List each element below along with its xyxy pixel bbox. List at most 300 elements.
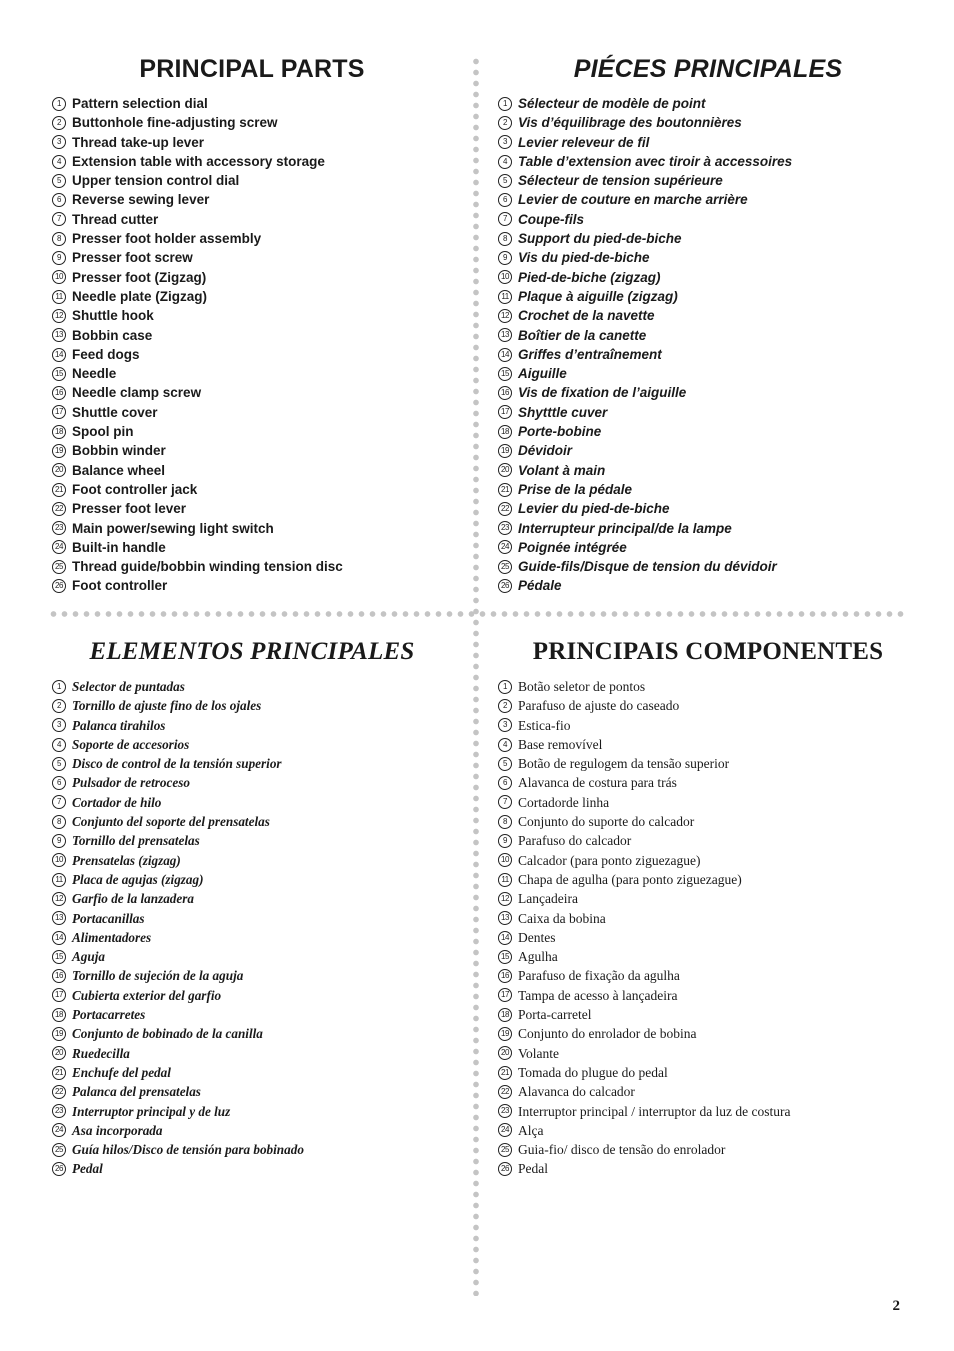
circled-number-icon: 22 xyxy=(52,502,66,516)
part-label: Foot controller xyxy=(72,578,168,594)
list-item xyxy=(52,1044,452,1063)
circled-number-icon: 6 xyxy=(498,776,512,790)
part-label: Feed dogs xyxy=(72,346,140,362)
circled-number-icon: 7 xyxy=(52,212,66,226)
part-label: Porta-carretel xyxy=(518,1007,592,1023)
part-label: Bobbin case xyxy=(72,327,153,343)
list-item xyxy=(52,1005,452,1024)
part-label: Bobbin winder xyxy=(72,443,166,459)
part-label: Reverse sewing lever xyxy=(72,192,210,208)
section-title: PIÉCES PRINCIPALES xyxy=(573,55,843,83)
part-label: Conjunto de bobinado de la canilla xyxy=(72,1026,263,1042)
list-item xyxy=(52,812,452,831)
circled-number-icon: 9 xyxy=(498,834,512,848)
part-label: Cortador de hilo xyxy=(72,794,162,810)
parts-list xyxy=(498,94,918,596)
circled-number-icon: 20 xyxy=(498,1046,512,1060)
circled-number-icon: 1 xyxy=(498,97,512,111)
list-item xyxy=(52,1024,452,1043)
list-item xyxy=(52,461,452,480)
circled-number-icon: 1 xyxy=(52,97,66,111)
circled-number-icon: 15 xyxy=(498,367,512,381)
circled-number-icon: 23 xyxy=(498,1104,512,1118)
circled-number-icon: 3 xyxy=(498,135,512,149)
circled-number-icon: 14 xyxy=(52,348,66,362)
circled-number-icon: 7 xyxy=(498,795,512,809)
part-label: Prensatelas (zigzag) xyxy=(72,852,181,868)
part-label: Botão seletor de pontos xyxy=(518,679,646,694)
part-label: Tomada do plugue do pedal xyxy=(518,1064,668,1080)
list-item xyxy=(52,345,452,364)
circled-number-icon: 10 xyxy=(498,270,512,284)
list-item xyxy=(52,1102,452,1121)
part-label: Buttonhole fine-adjusting screw xyxy=(72,115,278,131)
list-item xyxy=(52,422,452,441)
circled-number-icon: 5 xyxy=(52,757,66,771)
list-item xyxy=(52,248,452,267)
part-label: Balance wheel xyxy=(72,462,166,478)
part-label: Support du pied-de-biche xyxy=(518,231,682,247)
part-label: Conjunto del soporte del prensatelas xyxy=(72,814,270,830)
part-label: Placa de agujas (zigzag) xyxy=(72,871,204,887)
part-label: Guide-fils/Disque de tension du dévidoir xyxy=(518,559,777,575)
part-label: Conjunto do suporte do calcador xyxy=(518,814,695,830)
list-item xyxy=(52,754,452,773)
part-label: Parafuso do calcador xyxy=(518,833,632,849)
part-label: Selector de puntadas xyxy=(72,679,185,694)
circled-number-icon: 8 xyxy=(498,815,512,829)
part-label: Pedal xyxy=(518,1161,548,1177)
circled-number-icon: 19 xyxy=(498,1027,512,1041)
list-item xyxy=(498,94,918,113)
list-item xyxy=(498,716,918,735)
list-item xyxy=(498,326,918,345)
circled-number-icon: 11 xyxy=(52,290,66,304)
circled-number-icon: 13 xyxy=(52,911,66,925)
circled-number-icon: 4 xyxy=(52,738,66,752)
list-item xyxy=(52,831,452,850)
circled-number-icon: 19 xyxy=(52,444,66,458)
list-item xyxy=(52,716,452,735)
principal-parts-french xyxy=(498,54,918,596)
circled-number-icon: 26 xyxy=(498,579,512,593)
list-item xyxy=(52,889,452,908)
circled-number-icon: 9 xyxy=(498,251,512,265)
list-item xyxy=(498,152,918,171)
part-label: Needle xyxy=(72,366,117,382)
circled-number-icon: 18 xyxy=(52,1008,66,1022)
circled-number-icon: 21 xyxy=(52,483,66,497)
circled-number-icon: 1 xyxy=(498,680,512,694)
circled-number-icon: 8 xyxy=(52,815,66,829)
circled-number-icon: 2 xyxy=(52,116,66,130)
part-label: Chapa de agulha (para ponto ziguezague) xyxy=(518,871,742,887)
circled-number-icon: 21 xyxy=(498,483,512,497)
part-label: Alavanca do calcador xyxy=(518,1084,635,1100)
part-label: Parafuso de fixação da agulha xyxy=(518,968,680,984)
list-item xyxy=(52,1140,452,1159)
part-label: Conjunto do enrolador de bobina xyxy=(518,1026,697,1042)
part-label: Thread cutter xyxy=(72,211,159,227)
list-item xyxy=(498,889,918,908)
circled-number-icon: 17 xyxy=(52,405,66,419)
part-label: Levier releveur de fil xyxy=(518,134,650,150)
list-item xyxy=(52,1063,452,1082)
part-label: Upper tension control dial xyxy=(72,173,240,189)
list-item xyxy=(52,229,452,248)
part-label: Interruptor principal / interruptor da luz de costura xyxy=(518,1103,791,1119)
circled-number-icon: 14 xyxy=(52,931,66,945)
circled-number-icon: 24 xyxy=(498,540,512,554)
part-label: Pedal xyxy=(72,1161,103,1177)
part-label: Alavanca de costura para trás xyxy=(518,775,677,791)
list-item xyxy=(498,928,918,947)
part-label: Vis du pied-de-biche xyxy=(518,250,650,266)
part-label: Tornillo de sujeción de la aguja xyxy=(72,968,244,984)
part-label: Aguja xyxy=(72,949,105,965)
part-label: Base removível xyxy=(518,736,603,752)
list-item xyxy=(52,909,452,928)
list-item xyxy=(52,851,452,870)
list-item xyxy=(498,403,918,422)
list-item xyxy=(498,870,918,889)
list-item xyxy=(498,947,918,966)
list-item xyxy=(498,345,918,364)
circled-number-icon: 20 xyxy=(52,463,66,477)
part-label: Disco de control de la tensión superior xyxy=(72,756,282,772)
list-item xyxy=(52,133,452,152)
part-label: Caixa da bobina xyxy=(518,910,606,926)
circled-number-icon: 22 xyxy=(52,1085,66,1099)
circled-number-icon: 3 xyxy=(52,718,66,732)
circled-number-icon: 10 xyxy=(498,853,512,867)
part-label: Asa incorporada xyxy=(72,1122,163,1138)
principal-parts-spanish xyxy=(52,637,452,1179)
list-item xyxy=(52,403,452,422)
part-label: Pattern selection dial xyxy=(72,96,208,111)
principal-parts-portuguese xyxy=(498,637,918,1179)
list-item xyxy=(52,773,452,792)
list-item xyxy=(52,1082,452,1101)
circled-number-icon: 2 xyxy=(52,699,66,713)
circled-number-icon: 12 xyxy=(52,309,66,323)
part-label: Crochet de la navette xyxy=(518,308,655,324)
part-label: Table d’extension avec tiroir à accessoires xyxy=(518,153,793,169)
part-label: Aiguille xyxy=(518,366,567,382)
part-label: Pied-de-biche (zigzag) xyxy=(518,269,661,285)
part-label: Dévidoir xyxy=(518,443,573,459)
list-item xyxy=(498,986,918,1005)
list-item xyxy=(52,928,452,947)
circled-number-icon: 21 xyxy=(52,1066,66,1080)
list-item xyxy=(52,113,452,132)
list-item xyxy=(498,1005,918,1024)
list-item xyxy=(498,773,918,792)
list-item xyxy=(52,268,452,287)
list-item xyxy=(498,909,918,928)
circled-number-icon: 3 xyxy=(498,718,512,732)
part-label: Ruedecilla xyxy=(72,1045,130,1061)
circled-number-icon: 26 xyxy=(52,1162,66,1176)
part-label: Lançadeira xyxy=(518,891,578,907)
list-item xyxy=(52,986,452,1005)
list-item xyxy=(498,851,918,870)
circled-number-icon: 16 xyxy=(498,386,512,400)
list-item xyxy=(498,1024,918,1043)
part-label: Porte-bobine xyxy=(518,424,602,440)
part-label: Levier du pied-de-biche xyxy=(518,501,670,517)
circled-number-icon: 19 xyxy=(52,1027,66,1041)
list-item xyxy=(52,306,452,325)
list-item xyxy=(52,947,452,966)
circled-number-icon: 24 xyxy=(498,1123,512,1137)
part-label: Thread take-up lever xyxy=(72,134,205,150)
circled-number-icon: 25 xyxy=(52,560,66,574)
part-label: Cubierta exterior del garfio xyxy=(72,987,222,1003)
circled-number-icon: 3 xyxy=(52,135,66,149)
list-item xyxy=(498,422,918,441)
list-item xyxy=(498,248,918,267)
part-label: Sélecteur de tension supérieure xyxy=(518,173,723,189)
part-label: Presser foot screw xyxy=(72,250,193,266)
list-item xyxy=(498,538,918,557)
circled-number-icon: 23 xyxy=(52,1104,66,1118)
list-item xyxy=(52,190,452,209)
section-title: PRINCIPAIS COMPONENTES xyxy=(532,638,884,665)
list-item xyxy=(498,268,918,287)
circled-number-icon: 25 xyxy=(498,1143,512,1157)
part-label: Enchufe del pedal xyxy=(72,1064,171,1080)
circled-number-icon: 17 xyxy=(498,405,512,419)
part-label: Needle clamp screw xyxy=(72,385,202,401)
circled-number-icon: 15 xyxy=(52,367,66,381)
circled-number-icon: 17 xyxy=(498,988,512,1002)
list-item xyxy=(498,441,918,460)
part-label: Presser foot holder assembly xyxy=(72,231,262,247)
circled-number-icon: 8 xyxy=(52,232,66,246)
list-item xyxy=(52,538,452,557)
circled-number-icon: 25 xyxy=(52,1143,66,1157)
circled-number-icon: 16 xyxy=(52,969,66,983)
circled-number-icon: 11 xyxy=(52,873,66,887)
part-label: Parafuso de ajuste do caseado xyxy=(518,698,680,714)
circled-number-icon: 13 xyxy=(52,328,66,342)
circled-number-icon: 24 xyxy=(52,540,66,554)
circled-number-icon: 15 xyxy=(498,950,512,964)
circled-number-icon: 26 xyxy=(498,1162,512,1176)
circled-number-icon: 23 xyxy=(498,521,512,535)
list-item xyxy=(52,576,452,595)
circled-number-icon: 6 xyxy=(52,776,66,790)
part-label: Coupe-fils xyxy=(518,211,584,227)
list-item xyxy=(498,1082,918,1101)
list-item xyxy=(498,383,918,402)
part-label: Prise de la pédale xyxy=(518,481,633,497)
part-label: Presser foot (Zigzag) xyxy=(72,269,207,285)
list-item xyxy=(498,113,918,132)
page-number: 2 xyxy=(892,1298,900,1314)
circled-number-icon: 26 xyxy=(52,579,66,593)
list-item xyxy=(52,1159,452,1178)
circled-number-icon: 23 xyxy=(52,521,66,535)
part-label: Griffes d’entraînement xyxy=(518,346,662,362)
circled-number-icon: 16 xyxy=(52,386,66,400)
circled-number-icon: 13 xyxy=(498,328,512,342)
part-label: Pédale xyxy=(518,578,562,594)
part-label: Vis de fixation de l’aiguille xyxy=(518,385,687,401)
list-item xyxy=(52,441,452,460)
part-label: Portacarretes xyxy=(72,1007,146,1023)
list-item xyxy=(498,557,918,576)
circled-number-icon: 1 xyxy=(52,680,66,694)
list-item xyxy=(52,499,452,518)
parts-list xyxy=(52,677,452,1179)
circled-number-icon: 19 xyxy=(498,444,512,458)
circled-number-icon: 18 xyxy=(498,425,512,439)
circled-number-icon: 20 xyxy=(498,463,512,477)
circled-number-icon: 14 xyxy=(498,931,512,945)
circled-number-icon: 9 xyxy=(52,251,66,265)
circled-number-icon: 25 xyxy=(498,560,512,574)
list-item xyxy=(498,1102,918,1121)
list-item xyxy=(498,210,918,229)
part-label: Alimentadores xyxy=(72,929,152,945)
circled-number-icon: 16 xyxy=(498,969,512,983)
circled-number-icon: 10 xyxy=(52,270,66,284)
list-item xyxy=(52,677,452,696)
part-label: Tornillo del prensatelas xyxy=(72,833,200,849)
list-item xyxy=(52,966,452,985)
horizontal-dotted-divider xyxy=(48,610,904,618)
list-item xyxy=(498,812,918,831)
list-item xyxy=(498,754,918,773)
list-item xyxy=(52,519,452,538)
list-item xyxy=(498,735,918,754)
circled-number-icon: 6 xyxy=(498,193,512,207)
part-label: Sélecteur de modèle de point xyxy=(518,96,706,111)
circled-number-icon: 14 xyxy=(498,348,512,362)
circled-number-icon: 6 xyxy=(52,193,66,207)
part-label: Presser foot lever xyxy=(72,501,187,517)
part-label: Interrupteur principal/de la lampe xyxy=(518,520,732,536)
circled-number-icon: 21 xyxy=(498,1066,512,1080)
list-item xyxy=(498,133,918,152)
list-item xyxy=(52,210,452,229)
part-label: Palanca tirahilos xyxy=(72,717,166,733)
part-label: Alça xyxy=(518,1122,544,1138)
list-item xyxy=(498,831,918,850)
list-item xyxy=(498,519,918,538)
part-label: Portacanillas xyxy=(72,910,145,926)
circled-number-icon: 17 xyxy=(52,988,66,1002)
list-item xyxy=(498,1044,918,1063)
part-label: Agulha xyxy=(518,949,558,965)
circled-number-icon: 9 xyxy=(52,834,66,848)
part-label: Thread guide/bobbin winding tension disc xyxy=(72,559,343,575)
part-label: Volant à main xyxy=(518,462,606,478)
circled-number-icon: 13 xyxy=(498,911,512,925)
circled-number-icon: 7 xyxy=(498,212,512,226)
part-label: Main power/sewing light switch xyxy=(72,520,274,536)
circled-number-icon: 4 xyxy=(498,738,512,752)
list-item xyxy=(52,287,452,306)
list-item xyxy=(498,1121,918,1140)
part-label: Vis d’équilibrage des boutonnières xyxy=(518,115,742,131)
circled-number-icon: 5 xyxy=(52,174,66,188)
circled-number-icon: 18 xyxy=(52,425,66,439)
part-label: Levier de couture en marche arrière xyxy=(518,192,748,208)
circled-number-icon: 5 xyxy=(498,757,512,771)
part-label: Spool pin xyxy=(72,424,134,440)
part-label: Shytttle cuver xyxy=(518,404,608,420)
circled-number-icon: 11 xyxy=(498,873,512,887)
list-item xyxy=(498,190,918,209)
part-label: Pulsador de retroceso xyxy=(72,775,190,791)
circled-number-icon: 12 xyxy=(52,892,66,906)
part-label: Plaque à aiguille (zigzag) xyxy=(518,288,678,304)
circled-number-icon: 24 xyxy=(52,1123,66,1137)
part-label: Dentes xyxy=(518,929,556,945)
part-label: Soporte de accesorios xyxy=(72,736,190,752)
part-label: Calcador (para ponto ziguezague) xyxy=(518,852,701,868)
section-title: PRINCIPAL PARTS xyxy=(139,55,365,83)
circled-number-icon: 22 xyxy=(498,1085,512,1099)
list-item xyxy=(52,171,452,190)
part-label: Built-in handle xyxy=(72,539,166,555)
circled-number-icon: 20 xyxy=(52,1046,66,1060)
part-label: Shuttle cover xyxy=(72,404,158,420)
list-item xyxy=(52,326,452,345)
part-label: Poignée intégrée xyxy=(518,539,627,555)
circled-number-icon: 22 xyxy=(498,502,512,516)
list-item xyxy=(52,1121,452,1140)
part-label: Shuttle hook xyxy=(72,308,154,324)
list-item xyxy=(498,696,918,715)
list-item xyxy=(52,152,452,171)
vertical-dotted-divider xyxy=(472,56,480,1296)
section-title: ELEMENTOS PRINCIPALES xyxy=(89,638,415,665)
circled-number-icon: 4 xyxy=(498,155,512,169)
list-item xyxy=(52,94,452,113)
list-item xyxy=(498,576,918,595)
list-item xyxy=(498,677,918,696)
circled-number-icon: 4 xyxy=(52,155,66,169)
part-label: Botão de regulogem da tensão superior xyxy=(518,756,730,772)
part-label: Cortadorde linha xyxy=(518,794,610,810)
part-label: Foot controller jack xyxy=(72,481,198,497)
circled-number-icon: 11 xyxy=(498,290,512,304)
list-item xyxy=(498,229,918,248)
circled-number-icon: 5 xyxy=(498,174,512,188)
part-label: Garfio de la lanzadera xyxy=(72,891,194,907)
list-item xyxy=(498,287,918,306)
circled-number-icon: 18 xyxy=(498,1008,512,1022)
parts-list xyxy=(52,94,452,596)
part-label: Extension table with accessory storage xyxy=(72,153,325,169)
circled-number-icon: 10 xyxy=(52,853,66,867)
list-item xyxy=(52,480,452,499)
list-item xyxy=(498,793,918,812)
list-item xyxy=(498,1159,918,1178)
list-item xyxy=(498,966,918,985)
part-label: Guia-fio/ disco de tensão do enrolador xyxy=(518,1142,726,1158)
circled-number-icon: 7 xyxy=(52,795,66,809)
part-label: Tornillo de ajuste fino de los ojales xyxy=(72,698,262,714)
principal-parts-english xyxy=(52,54,452,596)
list-item xyxy=(498,499,918,518)
part-label: Volante xyxy=(518,1045,559,1061)
circled-number-icon: 12 xyxy=(498,309,512,323)
